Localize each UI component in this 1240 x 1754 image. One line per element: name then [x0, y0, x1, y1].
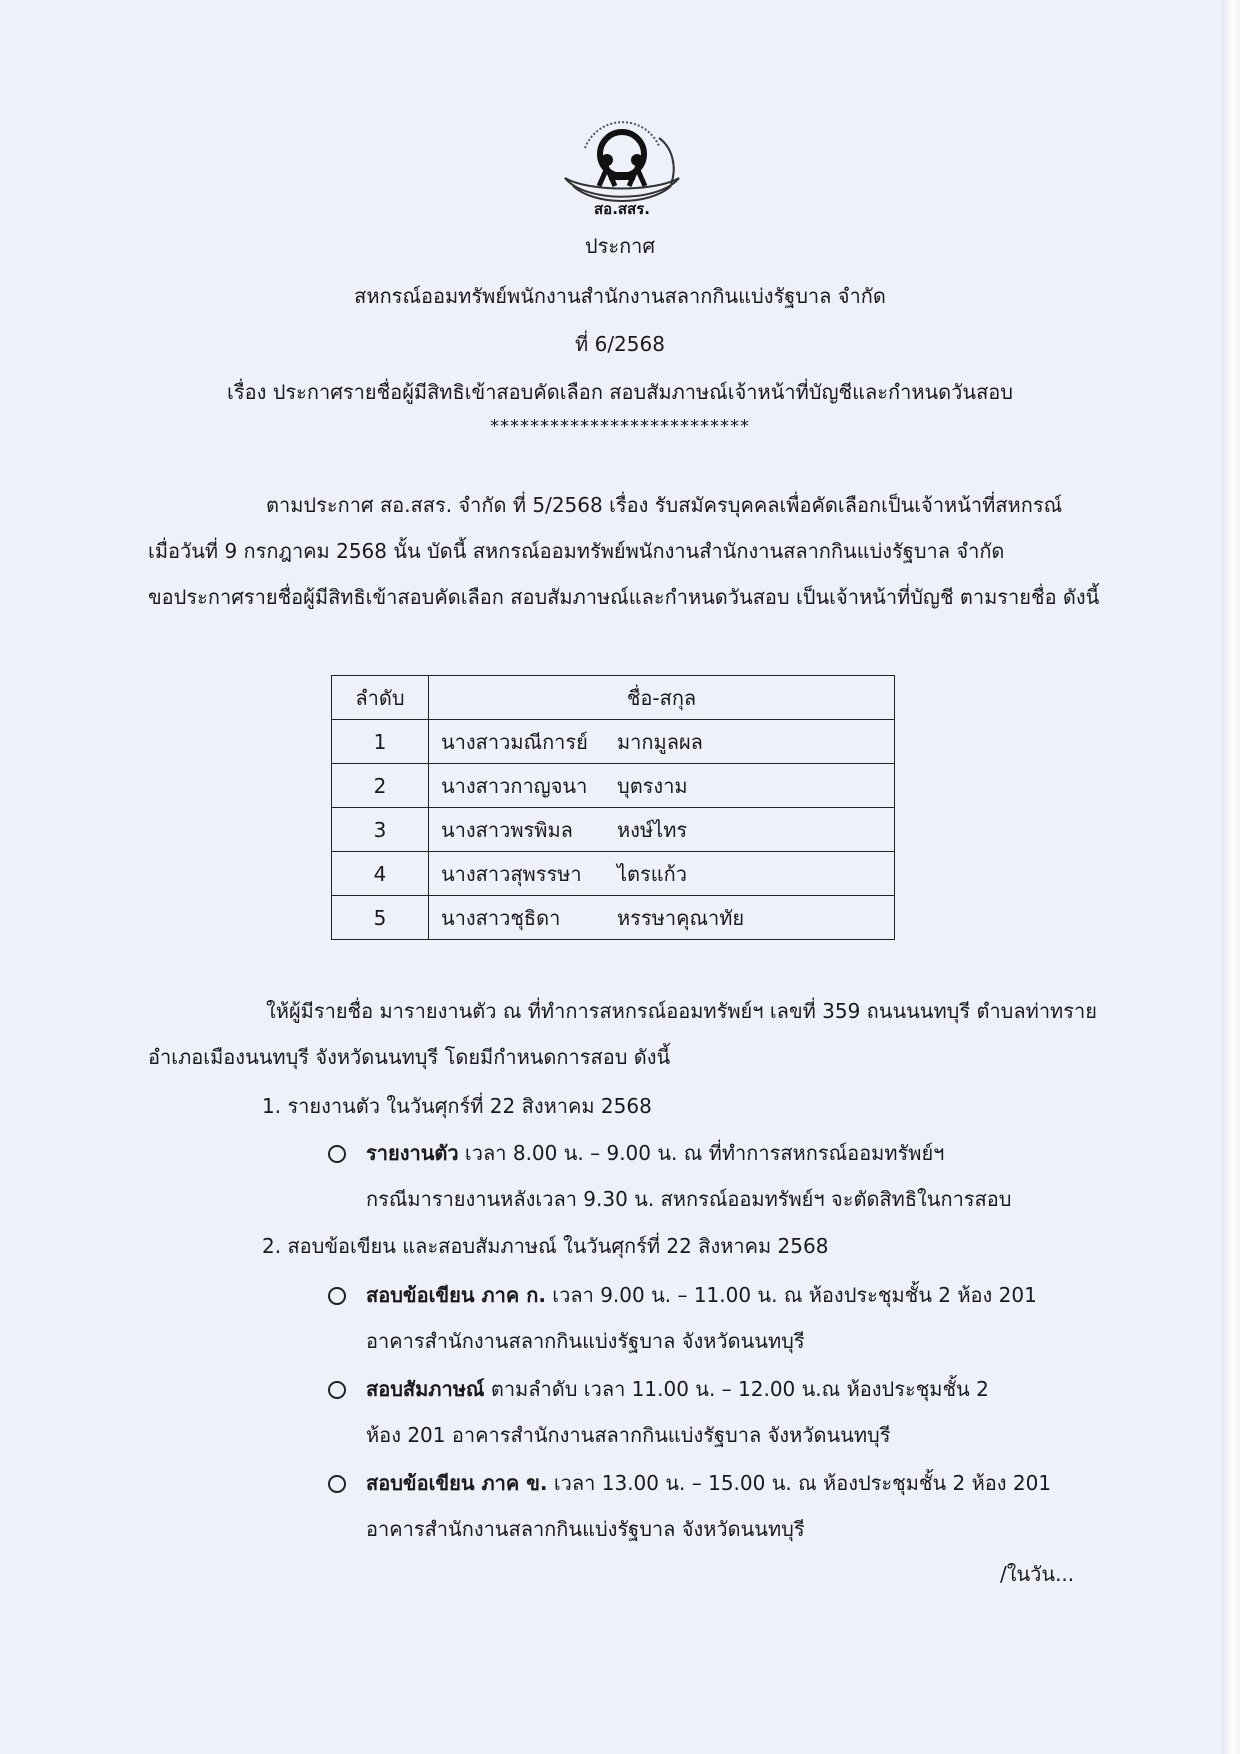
- coop-emblem-icon: [555, 108, 689, 218]
- table-row: [332, 896, 895, 940]
- bullet-bold: สอบสัมภาษณ์: [366, 1377, 485, 1401]
- row-number: 3: [332, 808, 429, 852]
- doc-type: ประกาศ: [584, 234, 656, 258]
- last-name: บุตรงาม: [617, 773, 688, 798]
- bullet-report: [328, 1130, 1078, 1222]
- bullet-circle-icon: [328, 1381, 346, 1399]
- table-row: [332, 852, 895, 896]
- first-name: นางสาวพรพิมล: [441, 817, 573, 842]
- row-number: 4: [332, 852, 429, 896]
- bullet-written-a: [328, 1272, 1078, 1364]
- report-line-1: ให้ผู้มีรายชื่อ มารายงานตัว ณ ที่ทำการสหกรณ์ออมทรัพย์ฯ เลขที่ 359 ถนนนนทบุรี ตำบลท่าทราย: [266, 999, 1097, 1023]
- first-name: นางสาวกาญจนา: [441, 773, 588, 798]
- row-name: [429, 852, 895, 896]
- bullet-interview: [328, 1366, 1078, 1458]
- row-number: 1: [332, 720, 429, 764]
- last-name: มากมูลผล: [617, 729, 703, 754]
- intro-line-1: ตามประกาศ สอ.สสร. จำกัด ที่ 5/2568 เรื่อง รับสมัครบุคคลเพื่อคัดเลือกเป็นเจ้าหน้าที่สหกรณ์: [266, 493, 1063, 517]
- bullet-cont: ห้อง 201 อาคารสำนักงานสลากกินแบ่งรัฐบาล จังหวัดนนทบุรี: [366, 1423, 891, 1447]
- bullet-circle-icon: [328, 1287, 346, 1305]
- last-name: หงษ์ไทร: [617, 817, 688, 842]
- intro-paragraph: [148, 482, 1100, 620]
- separator-stars: **************************: [490, 416, 750, 437]
- bullet-text: เวลา 9.00 น. – 11.00 น. ณ ห้องประชุมชั้น 2 ห้อง 201: [545, 1283, 1037, 1307]
- doc-number: ที่ 6/2568: [575, 332, 665, 356]
- candidate-table: [331, 675, 895, 940]
- org-name: สหกรณ์ออมทรัพย์พนักงานสำนักงานสลากกินแบ่งรัฐบาล จำกัด: [354, 284, 886, 308]
- report-paragraph: [148, 988, 1097, 1080]
- first-name: นางสาวชุธิดา: [441, 905, 561, 930]
- schedule-item-1: 1. รายงานตัว ในวันศุกร์ที่ 22 สิงหาคม 2568: [262, 1094, 652, 1118]
- first-name: นางสาวสุพรรษา: [441, 861, 582, 886]
- table-row: [332, 720, 895, 764]
- table-row: [332, 764, 895, 808]
- bullet-text: เวลา 13.00 น. – 15.00 น. ณ ห้องประชุมชั้น 2 ห้อง 201: [547, 1471, 1052, 1495]
- bullet-text: ตามลำดับ เวลา 11.00 น. – 12.00 น.ณ ห้องประชุมชั้น 2: [484, 1377, 989, 1401]
- row-name: [429, 896, 895, 940]
- bullet-cont: อาคารสำนักงานสลากกินแบ่งรัฐบาล จังหวัดนนทบุรี: [366, 1329, 805, 1353]
- last-name: ไตรแก้ว: [617, 861, 688, 886]
- intro-line-2: เมื่อวันที่ 9 กรกฎาคม 2568 นั้น บัดนี้ สหกรณ์ออมทรัพย์พนักงานสำนักงานสลากกินแบ่งรัฐบาล จำกัด: [148, 539, 1005, 563]
- page-edge: [1222, 0, 1240, 1754]
- bullet-cont: กรณีมารายงานหลังเวลา 9.30 น. สหกรณ์ออมทรัพย์ฯ จะตัดสิทธิในการสอบ: [366, 1187, 1012, 1211]
- bullet-text: เวลา 8.00 น. – 9.00 น. ณ ที่ทำการสหกรณ์ออมทรัพย์ฯ: [458, 1141, 945, 1165]
- first-name: นางสาวมณีการย์: [441, 729, 588, 754]
- intro-line-3: ขอประกาศรายชื่อผู้มีสิทธิเข้าสอบคัดเลือก สอบสัมภาษณ์และกำหนดวันสอบ เป็นเจ้าหน้าที่บัญชี ตามรายชื่อ ดังนี้: [148, 585, 1100, 609]
- bullet-written-b: [328, 1460, 1078, 1552]
- report-line-2: อำเภอเมืองนนทบุรี จังหวัดนนทบุรี โดยมีกำหนดการสอบ ดังนี้: [148, 1045, 671, 1069]
- table-header-row: [332, 676, 895, 720]
- continued-note: /ในวัน...: [1000, 1562, 1075, 1586]
- row-number: 5: [332, 896, 429, 940]
- bullet-bold: สอบข้อเขียน ภาค ข.: [366, 1471, 548, 1495]
- header-order: ลำดับ: [332, 676, 429, 720]
- schedule-item-2: 2. สอบข้อเขียน และสอบสัมภาษณ์ ในวันศุกร์ที่ 22 สิงหาคม 2568: [262, 1234, 829, 1258]
- row-name: [429, 720, 895, 764]
- row-name: [429, 764, 895, 808]
- header-name: ชื่อ-สกุล: [429, 676, 895, 720]
- logo-caption: สอ.สสร.: [594, 200, 650, 218]
- doc-subject: เรื่อง ประกาศรายชื่อผู้มีสิทธิเข้าสอบคัดเลือก สอบสัมภาษณ์เจ้าหน้าที่บัญชีและกำหนดวันสอบ: [226, 380, 1013, 404]
- table-row: [332, 808, 895, 852]
- bullet-bold: รายงานตัว: [366, 1141, 459, 1165]
- bullet-cont: อาคารสำนักงานสลากกินแบ่งรัฐบาล จังหวัดนนทบุรี: [366, 1517, 805, 1541]
- row-number: 2: [332, 764, 429, 808]
- last-name: หรรษาคุณาทัย: [617, 905, 745, 930]
- bullet-bold: สอบข้อเขียน ภาค ก.: [366, 1283, 546, 1307]
- row-name: [429, 808, 895, 852]
- bullet-circle-icon: [328, 1475, 346, 1493]
- bullet-circle-icon: [328, 1145, 346, 1163]
